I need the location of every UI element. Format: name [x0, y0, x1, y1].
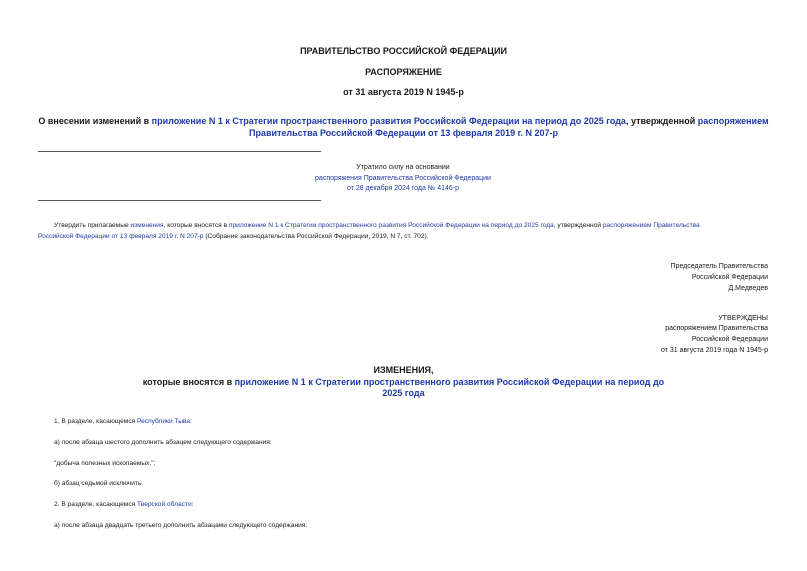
item1-colon: :	[190, 418, 192, 425]
item2-heading	[54, 501, 193, 508]
changes-subheading-line1	[0, 377, 807, 387]
changes-link-appendix[interactable]: приложение N 1 к Стратегии пространственного развития Российской Федерации на период до	[234, 377, 665, 387]
title-middle: , утвержденной	[625, 116, 698, 126]
approved-by: распоряжением Правительства	[665, 325, 768, 332]
item1-subitem-b: б) абзац седьмой исключить.	[54, 480, 144, 487]
title-link-order[interactable]: распоряжением	[697, 116, 769, 126]
item2-link-tver[interactable]: Тверской области	[137, 501, 192, 508]
signature-position: Председатель Правительства	[670, 263, 768, 270]
title-link-government[interactable]: Правительства Российской Федерации от 13 февраля 2019 г. N 207-р	[248, 128, 559, 138]
body-link-government[interactable]: Российской Федерации от 13 февраля 2019 г. N 207-р	[38, 233, 204, 240]
item1-subitem-a: а) после абзаца шестого дополнить абзацем следующего содержания:	[54, 439, 272, 446]
body-paragraph-line2	[38, 232, 768, 243]
item1-quote: "добыча полезных ископаемых.";	[54, 460, 156, 467]
body-link-changes[interactable]: изменения	[130, 222, 164, 229]
signature-name: Д.Медведев	[728, 285, 768, 292]
separator-line-top	[38, 151, 321, 152]
item1-heading	[54, 418, 192, 425]
changes-subheading-prefix: которые вносятся в	[142, 377, 235, 387]
approved-date-number: от 31 августа 2019 года N 1945-р	[660, 347, 768, 354]
document-date-number: от 31 августа 2019 N 1945-р	[343, 87, 464, 97]
notice-link-order[interactable]: распоряжения Правительства Российской Федерации	[315, 175, 491, 182]
body-text: (Собрание законодательства Российской Федерации, 2019, N 7, ст. 702).	[203, 233, 429, 240]
title-prefix: О внесении изменений в	[38, 116, 152, 126]
government-heading: ПРАВИТЕЛЬСТВО РОССИЙСКОЙ ФЕДЕРАЦИИ	[300, 46, 507, 56]
approved-organization: Российской Федерации	[691, 336, 768, 343]
body-text: , утвержденной	[553, 222, 603, 229]
notice-line1: Утратило силу на основании	[356, 164, 450, 171]
changes-heading: ИЗМЕНЕНИЯ,	[373, 365, 434, 375]
item1-link-tyva[interactable]: Республики Тыва	[137, 418, 191, 425]
title-link-appendix[interactable]: приложение N 1 к Стратегии пространственного развития Российской Федерации на период до 2025 года	[151, 116, 626, 126]
notice-link-date[interactable]: от 28 декабря 2024 года № 4146-р	[346, 185, 460, 192]
separator-line-bottom	[38, 200, 321, 201]
document-title-line1	[0, 116, 807, 126]
body-link-appendix[interactable]: приложение N 1 к Стратегии пространственного развития Российской Федерации на период до 2025 года	[228, 222, 554, 229]
document-type: РАСПОРЯЖЕНИЕ	[365, 67, 442, 77]
approved-label: УТВЕРЖДЕНЫ	[718, 315, 768, 322]
signature-organization: Российской Федерации	[691, 274, 768, 281]
item1-text: 1. В разделе, касающемся	[54, 418, 138, 425]
body-text: , которые вносятся в	[163, 222, 229, 229]
body-text: Утвердить прилагаемые	[54, 222, 131, 229]
body-paragraph-line1	[38, 221, 768, 232]
item2-colon: :	[191, 501, 194, 508]
item2-subitem-a: а) после абзаца двадцать третьего дополнить абзацами следующего содержания:	[54, 522, 308, 529]
item2-text: 2. В разделе, касающемся	[54, 501, 138, 508]
body-link-order[interactable]: распоряжением Правительства	[602, 222, 700, 229]
changes-link-year[interactable]: 2025 года	[382, 388, 425, 398]
